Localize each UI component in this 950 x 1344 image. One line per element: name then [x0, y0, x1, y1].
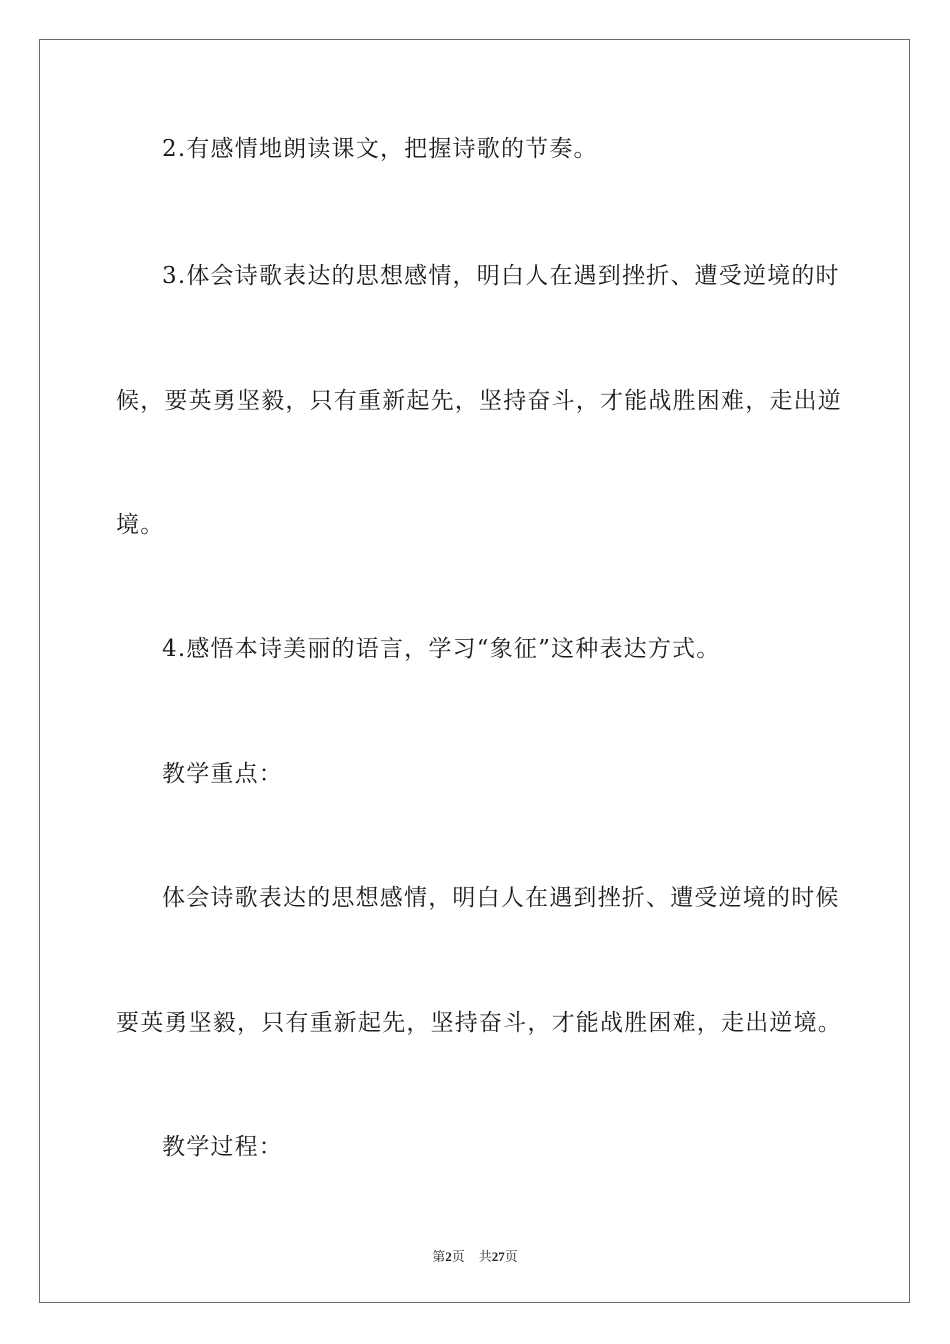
footer-page-number: 2	[445, 1249, 452, 1264]
objective-3-line-2: 候，要英勇坚毅，只有重新起先，坚持奋斗，才能战胜困难，走出逆	[116, 388, 842, 414]
page-border	[39, 39, 910, 1303]
footer-total-pages: 27	[491, 1249, 505, 1264]
footer-total-suffix: 页	[504, 1249, 518, 1264]
footer-page-prefix: 第	[432, 1249, 446, 1264]
key-points-line-2: 要英勇坚毅，只有重新起先，坚持奋斗，才能战胜困难，走出逆境。	[116, 1010, 842, 1036]
footer-total-prefix: 共	[478, 1249, 492, 1264]
page-footer	[0, 1246, 950, 1265]
process-heading: 教学过程：	[162, 1134, 283, 1160]
objective-3-line-1: 3.体会诗歌表达的思想感情，明白人在遇到挫折、遭受逆境的时	[162, 263, 840, 289]
objective-4: 4.感悟本诗美丽的语言，学习“象征”这种表达方式。	[162, 636, 721, 662]
key-points-line-1: 体会诗歌表达的思想感情，明白人在遇到挫折、遭受逆境的时候	[162, 885, 840, 911]
objective-3-line-3: 境。	[116, 512, 165, 538]
footer-page-suffix: 页	[451, 1249, 465, 1264]
objective-2: 2.有感情地朗读课文，把握诗歌的节奏。	[162, 136, 598, 162]
key-points-heading: 教学重点：	[162, 761, 283, 787]
